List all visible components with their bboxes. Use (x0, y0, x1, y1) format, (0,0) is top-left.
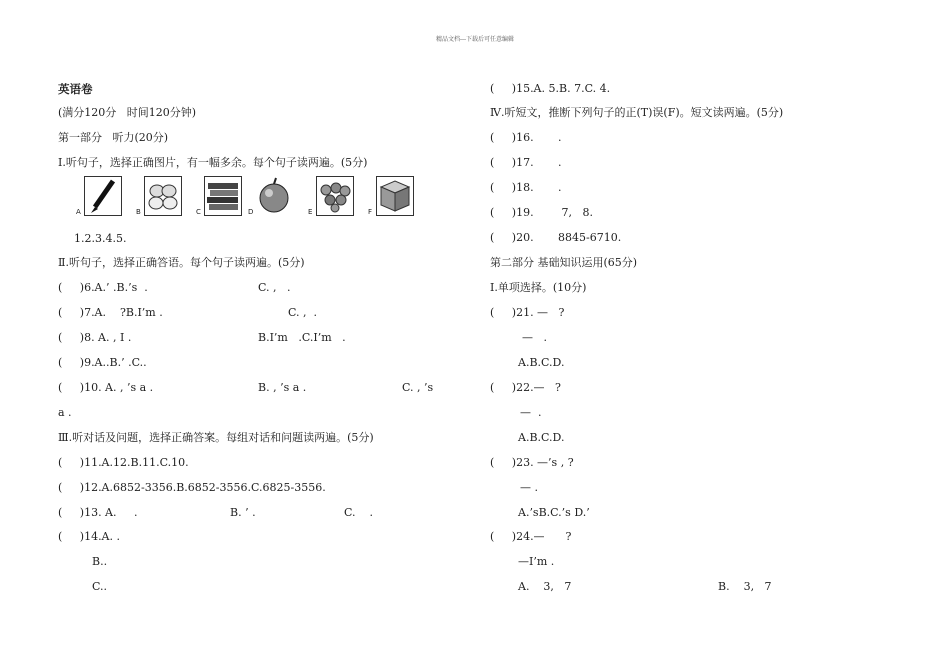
question-17: ( )17. . (490, 156, 562, 169)
question-14: ( )14.A. . (58, 530, 120, 543)
question-9: ( )9.A..B.’ .C.. (58, 356, 147, 369)
question-16: ( )16. . (490, 131, 562, 144)
pen-icon (85, 177, 121, 215)
picture-f (368, 176, 408, 216)
exam-title: 英语卷 (58, 82, 93, 96)
picture-a (76, 176, 116, 216)
question-24-answer-line: —I’m . (518, 555, 555, 568)
eggs-icon (145, 177, 181, 215)
question-23-answer-line: — . (520, 481, 538, 494)
question-13-option-c: C. . (344, 506, 374, 519)
question-21-answer-line: — . (522, 331, 547, 344)
picture-label: A (76, 208, 81, 216)
question-19: ( )19. 7, 8. (490, 206, 594, 219)
question-14-option-c: C.. (92, 580, 108, 593)
picture-label: F (368, 208, 373, 216)
question-10-option-c: C. , ’s (402, 381, 434, 394)
question-21: ( )21. — ? (490, 306, 565, 319)
section3-heading: Ⅲ.听对话及问题，选择正确答案。每组对话和问题读两遍。(5分) (58, 431, 374, 444)
part1-heading: 第一部分 听力(20分) (58, 131, 169, 144)
question-21-options: A.B.C.D. (518, 356, 565, 369)
question-18: ( )18. . (490, 181, 562, 194)
section4-heading: Ⅳ.听短文，推断下列句子的正(T)误(F)。短文读两遍。(5分) (490, 106, 784, 119)
question-6-option-c: C. , . (258, 281, 291, 294)
question-6: ( )6.A.’ .B.’s . (58, 281, 148, 294)
picture-label: D (248, 208, 254, 216)
section1-heading: Ⅰ.听句子，选择正确图片，有一幅多余。每个句子读两遍。(5分) (58, 156, 368, 169)
question-22: ( )22.— ? (490, 381, 561, 394)
apple-icon (256, 176, 292, 214)
question-11: ( )11.A.12.B.11.C.10. (58, 456, 189, 469)
picture-e (308, 176, 348, 216)
score-time: (满分120分 时间120分钟) (58, 106, 197, 119)
books-icon (205, 177, 241, 215)
grapes-icon (317, 177, 353, 215)
question-14-option-b: B.. (92, 555, 108, 568)
question-23-options: A.’sB.C.’s D.’ (518, 506, 590, 519)
question-10: ( )10. A. , ’s a . (58, 381, 154, 394)
picture-label: B (136, 208, 141, 216)
question-23: ( )23. —’s , ? (490, 456, 574, 469)
section1-answers: 1.2.3.4.5. (74, 232, 127, 245)
question-13: ( )13. A. . (58, 506, 138, 519)
question-10-continued: a . (58, 406, 72, 419)
question-8-options-bc: B.I’m .C.I’m . (258, 331, 346, 344)
question-13-option-b: B. ’ . (230, 506, 256, 519)
picture-b (136, 176, 176, 216)
question-10-option-b: B. , ’s a . (258, 381, 307, 394)
question-20: ( )20. 8845-6710. (490, 231, 622, 244)
picture-d (248, 176, 288, 216)
question-7-option-c: C. , . (288, 306, 318, 319)
part2-heading: 第二部分 基础知识运用(65分) (490, 256, 638, 269)
picture-label: C (196, 208, 201, 216)
picture-c (196, 176, 236, 216)
question-24-option-b: B. 3, 7 (718, 580, 772, 593)
picture-label: E (308, 208, 313, 216)
question-8: ( )8. A. , I . (58, 331, 132, 344)
page-header: 精品文档---下载后可任意编辑 (435, 36, 515, 43)
question-22-options: A.B.C.D. (518, 431, 565, 444)
question-15: ( )15.A. 5.B. 7.C. 4. (490, 82, 611, 95)
section2-heading: Ⅱ.听句子，选择正确答语。每个句子读两遍。(5分) (58, 256, 305, 269)
box-icon (377, 177, 413, 215)
question-22-answer-line: — . (520, 406, 542, 419)
question-24-option-a: A. 3, 7 (518, 580, 572, 593)
question-24: ( )24.— ? (490, 530, 572, 543)
question-12: ( )12.A.6852-3356.B.6852-3556.C.6825-3556. (58, 481, 326, 494)
question-7: ( )7.A. ?B.I’m . (58, 306, 163, 319)
section5-heading: Ⅰ.单项选择。(10分) (490, 281, 587, 294)
